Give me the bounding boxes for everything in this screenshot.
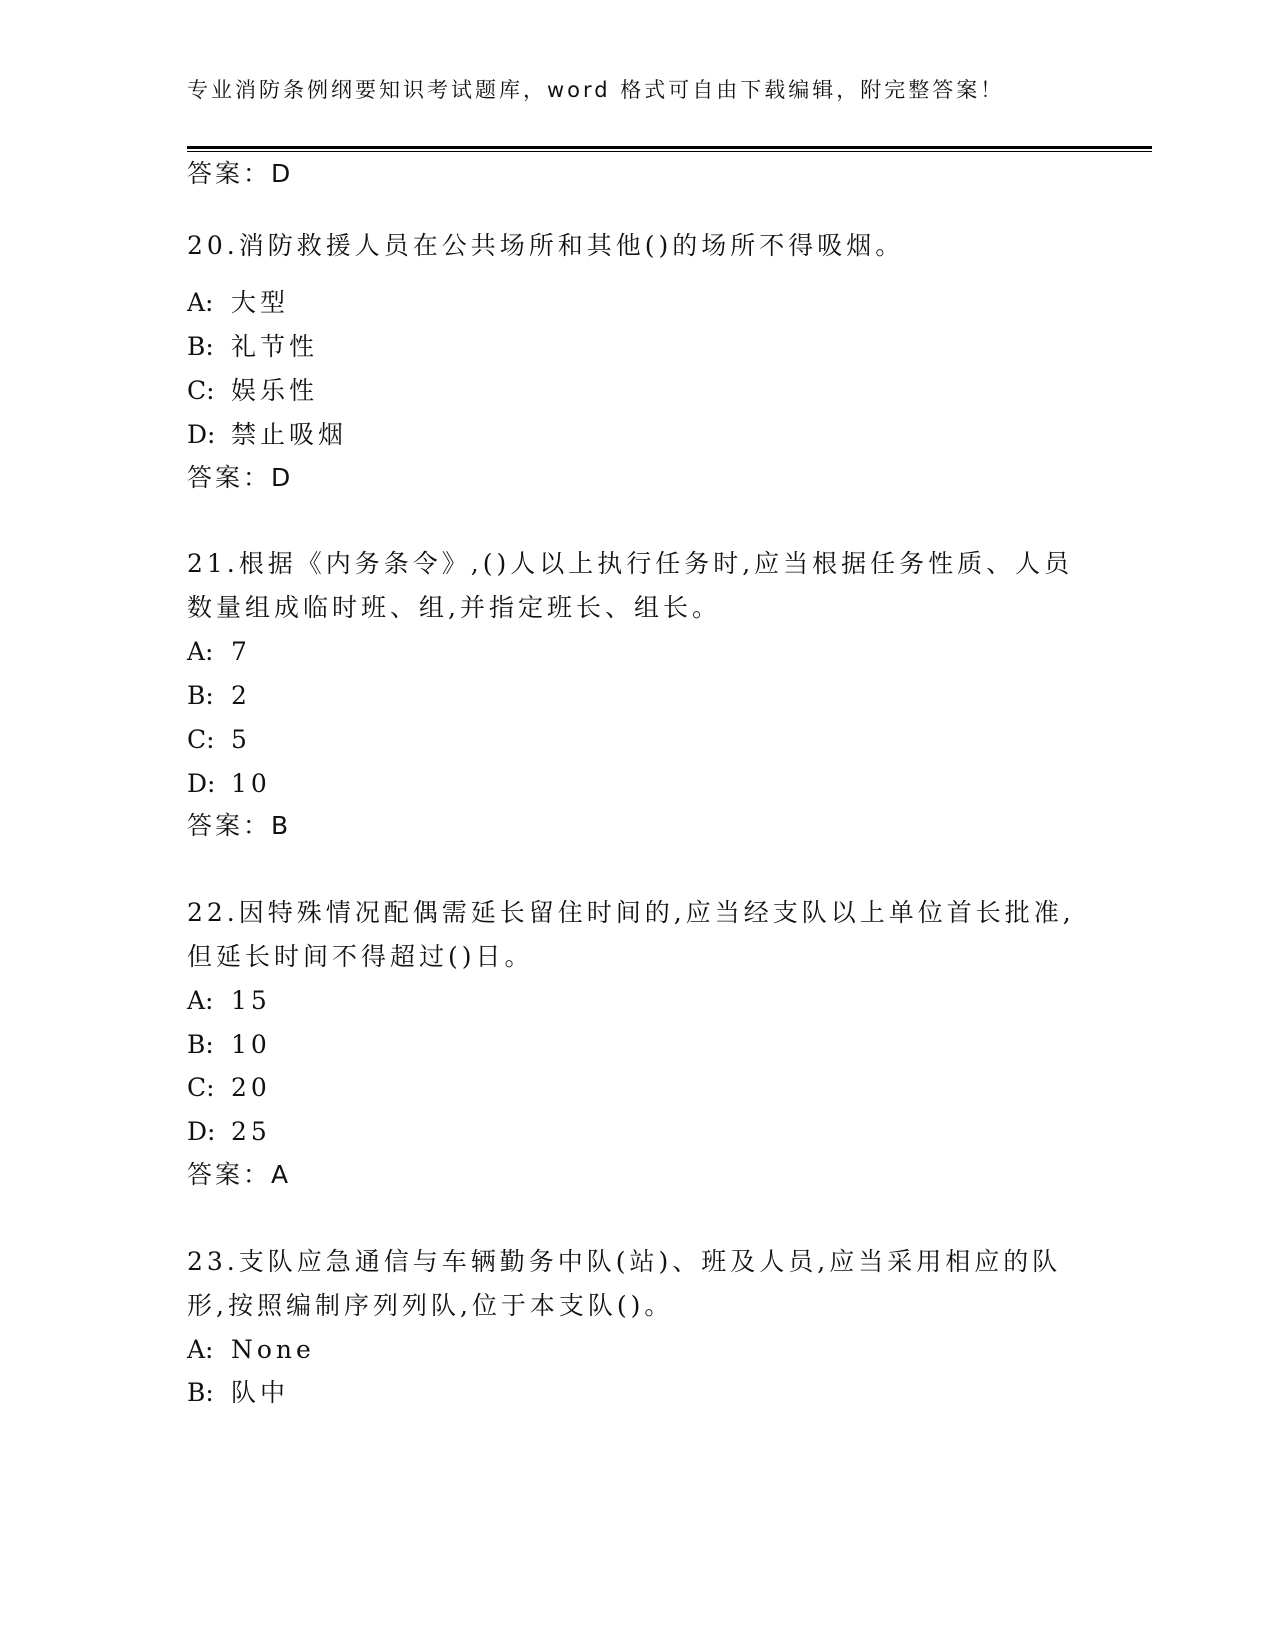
option-c xyxy=(187,1071,271,1105)
header-divider-thin xyxy=(187,151,1152,152)
option-text: 10 xyxy=(231,1030,271,1059)
option-label: D: xyxy=(187,769,216,798)
option-text: 5 xyxy=(231,725,251,754)
option-text: 20 xyxy=(231,1073,271,1102)
header-title: 专业消防条例纲要知识考试题库，word 格式可自由下载编辑，附完整答案！ xyxy=(187,78,1005,102)
option-text: 25 xyxy=(231,1117,271,1146)
answer: 答案：B xyxy=(187,811,292,840)
option-c xyxy=(187,374,318,408)
option-text: 大型 xyxy=(231,288,290,317)
option-a xyxy=(187,1333,315,1367)
option-label: D: xyxy=(187,1117,216,1146)
option-d xyxy=(187,418,347,452)
option-c xyxy=(187,723,251,757)
option-d xyxy=(187,767,271,801)
option-a xyxy=(187,635,251,669)
option-text: 2 xyxy=(231,681,251,710)
option-b xyxy=(187,679,251,713)
option-d xyxy=(187,1115,271,1149)
option-label: C: xyxy=(187,1073,215,1102)
option-text: 禁止吸烟 xyxy=(231,420,348,449)
question-text: 22.因特殊情况配偶需延长留住时间的,应当经支队以上单位首长批准, xyxy=(187,898,1075,927)
option-label: B: xyxy=(187,332,214,361)
option-label: B: xyxy=(187,681,214,710)
question-text: 20.消防救援人员在公共场所和其他()的场所不得吸烟。 xyxy=(187,231,905,260)
option-text: 队中 xyxy=(231,1378,290,1407)
option-a xyxy=(187,984,271,1018)
option-b xyxy=(187,1028,271,1062)
header-divider-thick xyxy=(187,146,1152,149)
option-text: 娱乐性 xyxy=(231,376,319,405)
option-label: B: xyxy=(187,1030,214,1059)
option-text: 礼节性 xyxy=(231,332,319,361)
question-text: 形,按照编制序列列队,位于本支队()。 xyxy=(187,1291,674,1320)
option-b xyxy=(187,330,318,364)
option-label: B: xyxy=(187,1378,214,1407)
question-text: 数量组成临时班、组,并指定班长、组长。 xyxy=(187,593,721,622)
answer: 答案：A xyxy=(187,1160,292,1189)
option-text: 10 xyxy=(231,769,271,798)
option-label: C: xyxy=(187,725,215,754)
option-b xyxy=(187,1376,289,1410)
answer: 答案：D xyxy=(187,463,294,492)
question-text: 但延长时间不得超过()日。 xyxy=(187,942,534,971)
option-label: C: xyxy=(187,376,215,405)
option-a xyxy=(187,286,289,320)
option-label: A: xyxy=(187,986,214,1015)
option-label: D: xyxy=(187,420,216,449)
prev-answer: 答案：D xyxy=(187,159,294,188)
option-label: A: xyxy=(187,637,214,666)
question-text: 23.支队应急通信与车辆勤务中队(站)、班及人员,应当采用相应的队 xyxy=(187,1247,1062,1276)
option-label: A: xyxy=(187,1335,214,1364)
option-text: 7 xyxy=(231,637,251,666)
option-text: None xyxy=(231,1335,315,1364)
option-label: A: xyxy=(187,288,214,317)
question-text: 21.根据《内务条令》,()人以上执行任务时,应当根据任务性质、人员 xyxy=(187,549,1074,578)
option-text: 15 xyxy=(231,986,271,1015)
